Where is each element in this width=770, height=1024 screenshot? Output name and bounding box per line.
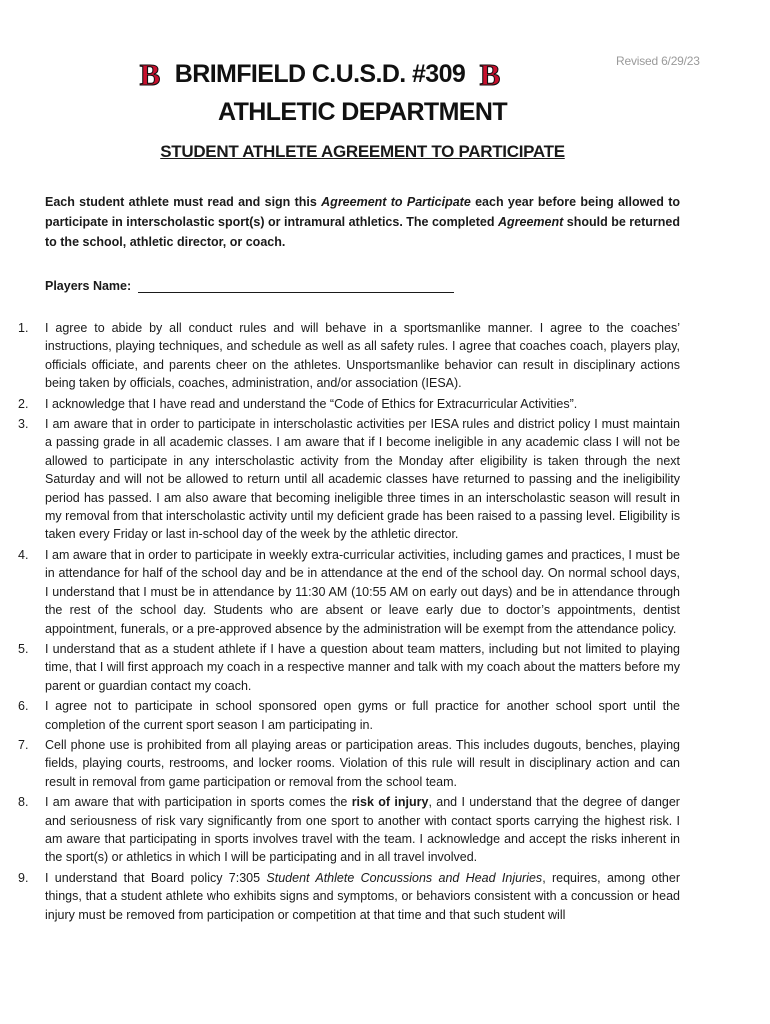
list-item: 3. I am aware that in order to participate in interscholastic activities per IESA rules and district policy I must maintain a passing grade in all academic classes. I am aware that if I become ineligible in any academic class I will not be allowed to participate in any interscholastic activity from the Monday after eligibility is taken through the next Saturday and will not be allowed to return until all academic classes have returned to passing and the ineligibility period has passed. I am also aware that becoming ineligible three times in an interscholastic season will result in my removal from that interscholastic activity until my deficient grade has been raised to a passing level. Eligibility is taken every Friday or last in-school day of the week by the athletic director. bbox=[18, 417, 680, 542]
list-item: 4. I am aware that in order to participate in weekly extra-curricular activities, including games and practices, I must be in attendance for half of the school day and be in attendance at the end of the school day. On normal school days, I understand that I must be in attendance by 11:30 AM (10:55 AM on early out days) and be in attendance through the rest of the school day. Students who are absent or leave early due to doctor’s appointments, dentist appointment, funerals, or a pre-approved absence by the administration will be exempt from the attendance policy. bbox=[18, 547, 680, 636]
svg-text:B: B bbox=[139, 58, 161, 90]
list-item: 8. I am aware that with participation in sports comes the risk of injury, and I understand that the degree of danger and seriousness of risk vary significantly from one sport to another with contact sports carrying the highest risk. I am aware that participating in sports involves travel with the team. I acknowledge and accept the risks inherent in the sport(s) or athletics in which I will be participating and in all travel involved. bbox=[18, 795, 680, 865]
intro-paragraph: Each student athlete must read and sign this Agreement to Participate each year before being allowed to participate in interscholastic sport(s) or intramural athletics. The completed Agreement should be returned to the school, athletic director, or coach. bbox=[45, 195, 680, 249]
district-title: BRIMFIELD C.U.S.D. #309 bbox=[174, 59, 466, 88]
players-name-field bbox=[45, 278, 454, 293]
svg-text:B: B bbox=[479, 58, 501, 90]
players-name-blank[interactable] bbox=[138, 278, 454, 293]
brimfield-b-logo-icon bbox=[475, 58, 505, 90]
department-title: ATHLETIC DEPARTMENT bbox=[217, 98, 508, 126]
revision-date: Revised 6/29/23 bbox=[616, 54, 700, 68]
list-item: 2. I acknowledge that I have read and understand the “Code of Ethics for Extracurricular Activities”. bbox=[18, 396, 578, 411]
document-subtitle: STUDENT ATHLETE AGREEMENT TO PARTICIPATE bbox=[160, 142, 565, 161]
list-item: 5. I understand that as a student athlete if I have a question about team matters, including but not limited to playing time, that I will first approach my coach in a respective manner and talk with my coach about the matters before my parent or guardian contact my coach. bbox=[18, 641, 681, 693]
players-name-label: Players Name: bbox=[45, 279, 135, 293]
brimfield-b-logo-icon bbox=[135, 58, 165, 90]
list-item: 9. I understand that Board policy 7:305 Student Athlete Concussions and Head Injuries, requires, among other things, that a student athlete who exhibits signs and symptoms, or behaviors consistent with a concussion or head injury must be removed from participation or competition at that time and that such student will bbox=[18, 870, 680, 922]
list-item: 1. I agree to abide by all conduct rules and will behave in a sportsmanlike manner. I agree to the coaches’ instructions, playing techniques, and schedule as well as all safety rules. I agree that coaches coach, players play, officials officiate, and parents cheer on the athletes. Unsportsmanlike behavior can result in disciplinary actions being taken by officials, coaches, administration, and/or association (IESA). bbox=[18, 321, 680, 391]
list-item: 7. Cell phone use is prohibited from all playing areas or participation areas. This includes dugouts, benches, playing fields, playing courts, restrooms, and locker rooms. Violation of this rule will result in disciplinary action and can result in removal from game participation or removal from the school team. bbox=[18, 737, 680, 789]
district-header bbox=[120, 52, 520, 96]
list-item: 6. I agree not to participate in school sponsored open gyms or full practice for another school sport until the completion of the current sport season I am participating in. bbox=[18, 699, 680, 732]
agreement-list bbox=[18, 319, 680, 926]
